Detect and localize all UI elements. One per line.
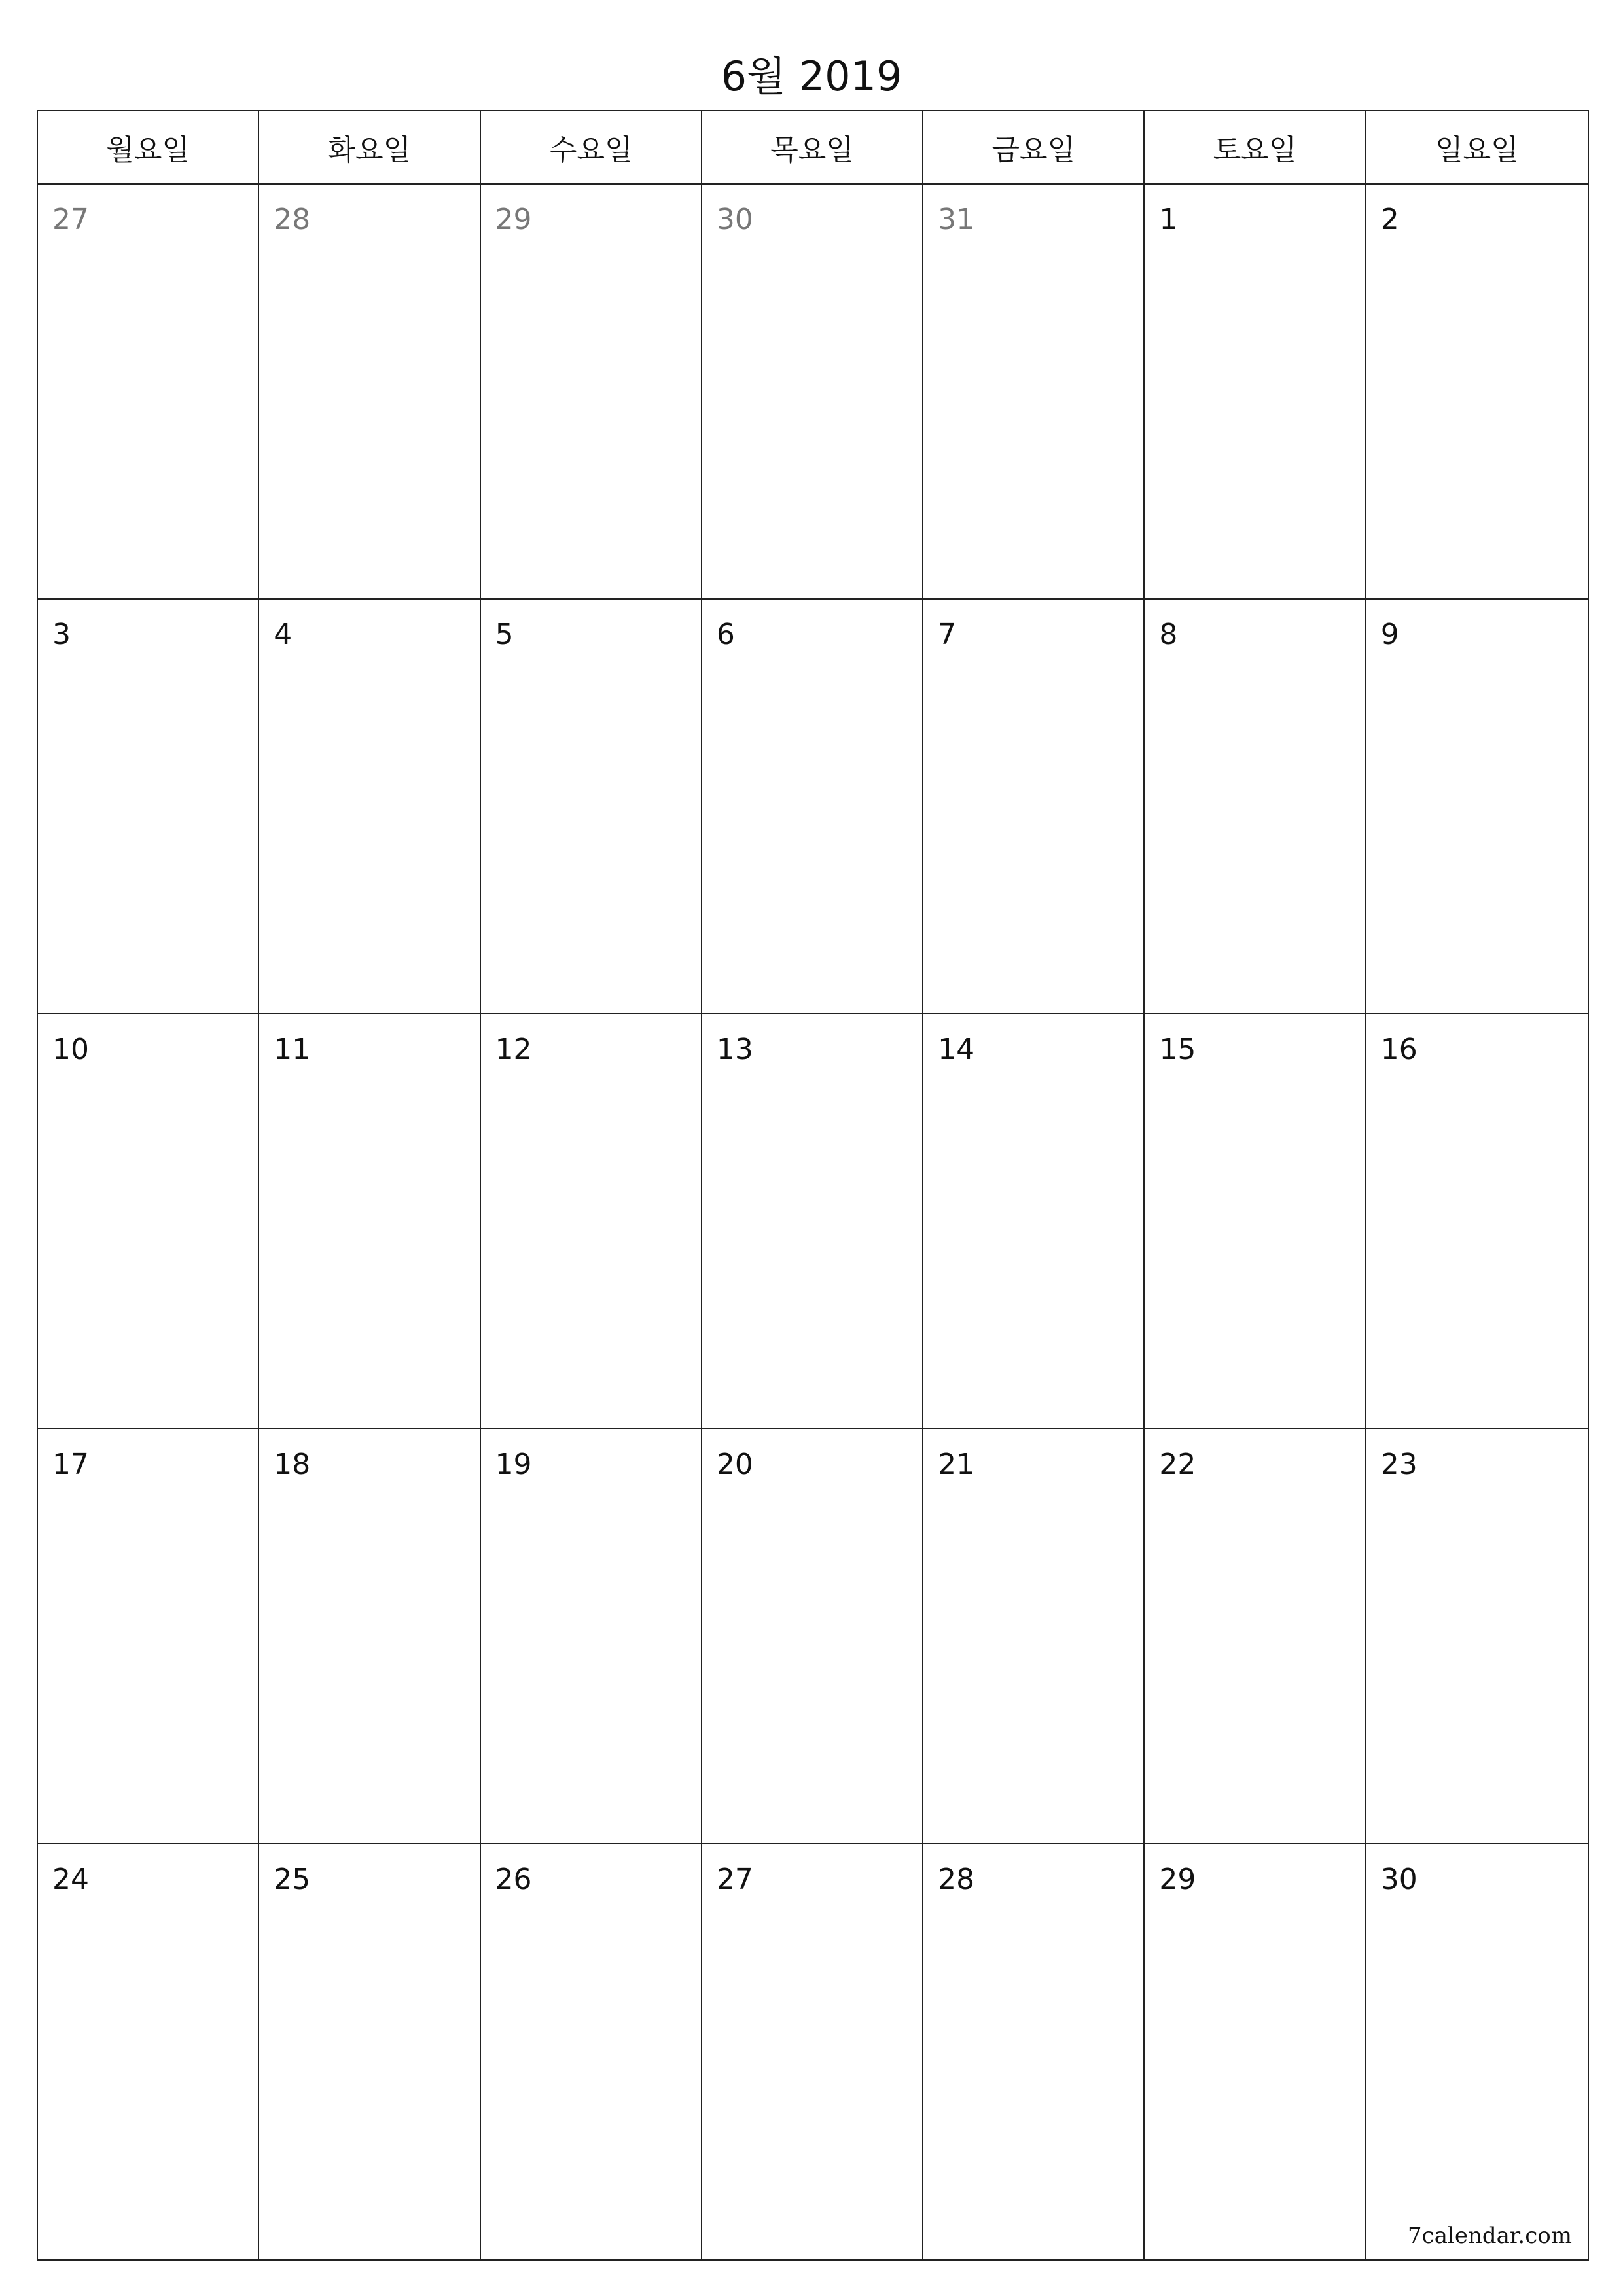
day-cell [1366,185,1588,600]
day-cell [38,1014,259,1429]
day-cell [702,185,923,600]
day-cell [1145,1014,1366,1429]
day-number: 30 [716,203,753,236]
weekday-header-wed: 수요일 [481,111,702,185]
day-cell [481,1844,702,2259]
day-number: 12 [495,1033,532,1066]
day-number: 21 [938,1448,975,1481]
day-cell [259,600,480,1014]
day-number: 1 [1159,203,1178,236]
day-cell [923,1844,1145,2259]
day-number: 4 [274,618,293,651]
day-cell [481,600,702,1014]
weekday-header-sat: 토요일 [1145,111,1366,185]
day-cell [1145,600,1366,1014]
day-cell [38,1844,259,2259]
calendar-grid [37,110,1589,2261]
day-cell [481,1014,702,1429]
weekday-header-fri: 금요일 [923,111,1145,185]
day-cell [1366,1429,1588,1844]
day-number: 20 [716,1448,753,1481]
day-cell [259,1429,480,1844]
day-number: 11 [274,1033,311,1066]
day-number: 14 [938,1033,975,1066]
day-number: 15 [1159,1033,1196,1066]
day-cell [702,1429,923,1844]
day-number: 25 [274,1863,311,1896]
day-cell [259,1844,480,2259]
day-number: 17 [52,1448,89,1481]
day-cell [1366,1844,1588,2259]
day-number: 10 [52,1033,89,1066]
day-number: 27 [52,203,89,236]
page-title: 6월 2019 [721,52,902,100]
day-cell [702,1014,923,1429]
day-number: 2 [1380,203,1399,236]
day-cell [923,1429,1145,1844]
day-number: 27 [716,1863,753,1896]
day-number: 31 [938,203,975,236]
day-number: 6 [716,618,735,651]
day-number: 23 [1380,1448,1418,1481]
day-number: 24 [52,1863,89,1896]
day-cell [481,1429,702,1844]
day-cell [702,1844,923,2259]
day-number: 18 [274,1448,311,1481]
day-number: 26 [495,1863,532,1896]
day-cell [259,185,480,600]
day-number: 7 [938,618,957,651]
weekday-header-tue: 화요일 [259,111,480,185]
day-number: 29 [1159,1863,1196,1896]
day-number: 9 [1380,618,1399,651]
day-cell [923,600,1145,1014]
day-number: 19 [495,1448,532,1481]
day-number: 28 [938,1863,975,1896]
day-number: 3 [52,618,71,651]
day-number: 22 [1159,1448,1196,1481]
day-cell [481,185,702,600]
day-number: 16 [1380,1033,1418,1066]
day-number: 5 [495,618,514,651]
day-cell [923,1014,1145,1429]
day-cell [1145,1844,1366,2259]
day-cell [38,1429,259,1844]
day-cell [702,600,923,1014]
day-cell [1366,600,1588,1014]
day-number: 13 [716,1033,753,1066]
day-cell [259,1014,480,1429]
day-number: 29 [495,203,532,236]
day-cell [923,185,1145,600]
day-cell [1366,1014,1588,1429]
weekday-header-sun: 일요일 [1366,111,1588,185]
day-cell [1145,185,1366,600]
weekday-header-thu: 목요일 [702,111,923,185]
day-cell [38,600,259,1014]
day-number: 28 [274,203,311,236]
day-cell [38,185,259,600]
watermark: 7calendar.com [1408,2223,1572,2249]
weekday-header-mon: 월요일 [38,111,259,185]
day-cell [1145,1429,1366,1844]
day-number: 30 [1380,1863,1418,1896]
day-number: 8 [1159,618,1178,651]
